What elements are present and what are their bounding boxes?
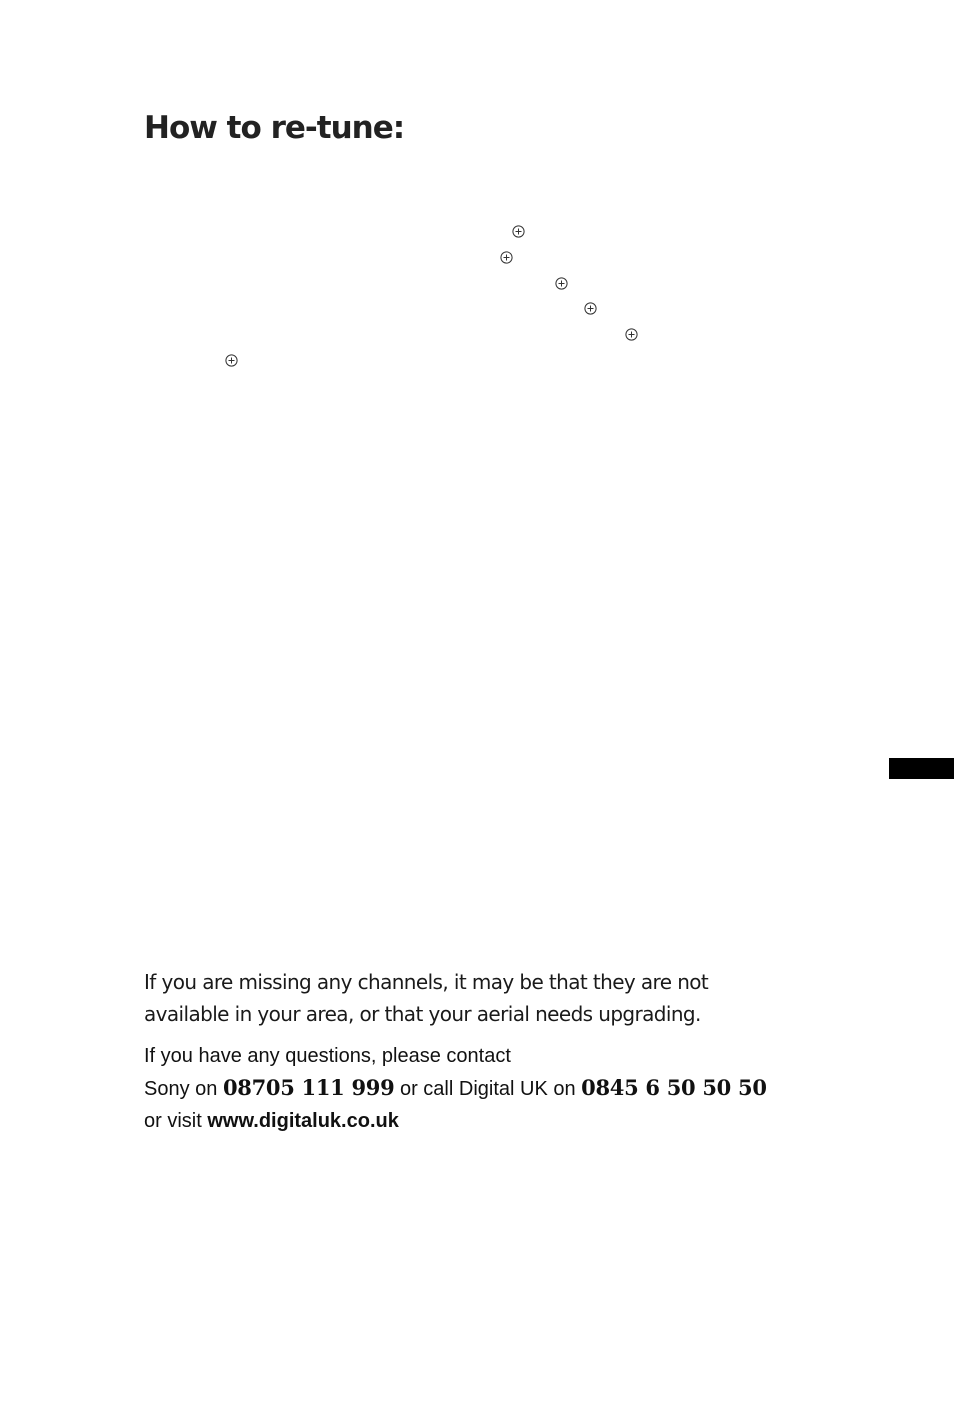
- digital-uk-prefix: or call Digital UK on: [394, 1078, 582, 1100]
- note-line-1: If you are missing any channels, it may be that they are not: [144, 970, 709, 994]
- contact-line-1: If you have any questions, please contact: [144, 1045, 511, 1067]
- enter-button-icon: [500, 251, 513, 264]
- sony-phone-number: 08705 111 999: [222, 1075, 395, 1100]
- enter-button-icon: [225, 354, 238, 367]
- digital-uk-phone-number: 0845 6 50 50 50: [581, 1075, 767, 1100]
- enter-button-icon: [625, 328, 638, 341]
- contact-line-2: [144, 1072, 904, 1105]
- section-tab-marker: [889, 758, 954, 779]
- sony-prefix: Sony on: [144, 1078, 223, 1100]
- visit-prefix: or visit: [144, 1110, 208, 1132]
- contact-line-3: [144, 1105, 904, 1137]
- enter-button-icon: [584, 302, 597, 315]
- contact-info: [144, 1040, 904, 1137]
- note-line-2: available in your area, or that your aerial needs upgrading.: [144, 1002, 701, 1026]
- enter-button-icon: [512, 225, 525, 238]
- enter-button-icon: [555, 277, 568, 290]
- page-title: How to re-tune:: [144, 110, 405, 146]
- missing-channels-note: [144, 966, 844, 1030]
- website-link[interactable]: www.digitaluk.co.uk: [207, 1110, 399, 1132]
